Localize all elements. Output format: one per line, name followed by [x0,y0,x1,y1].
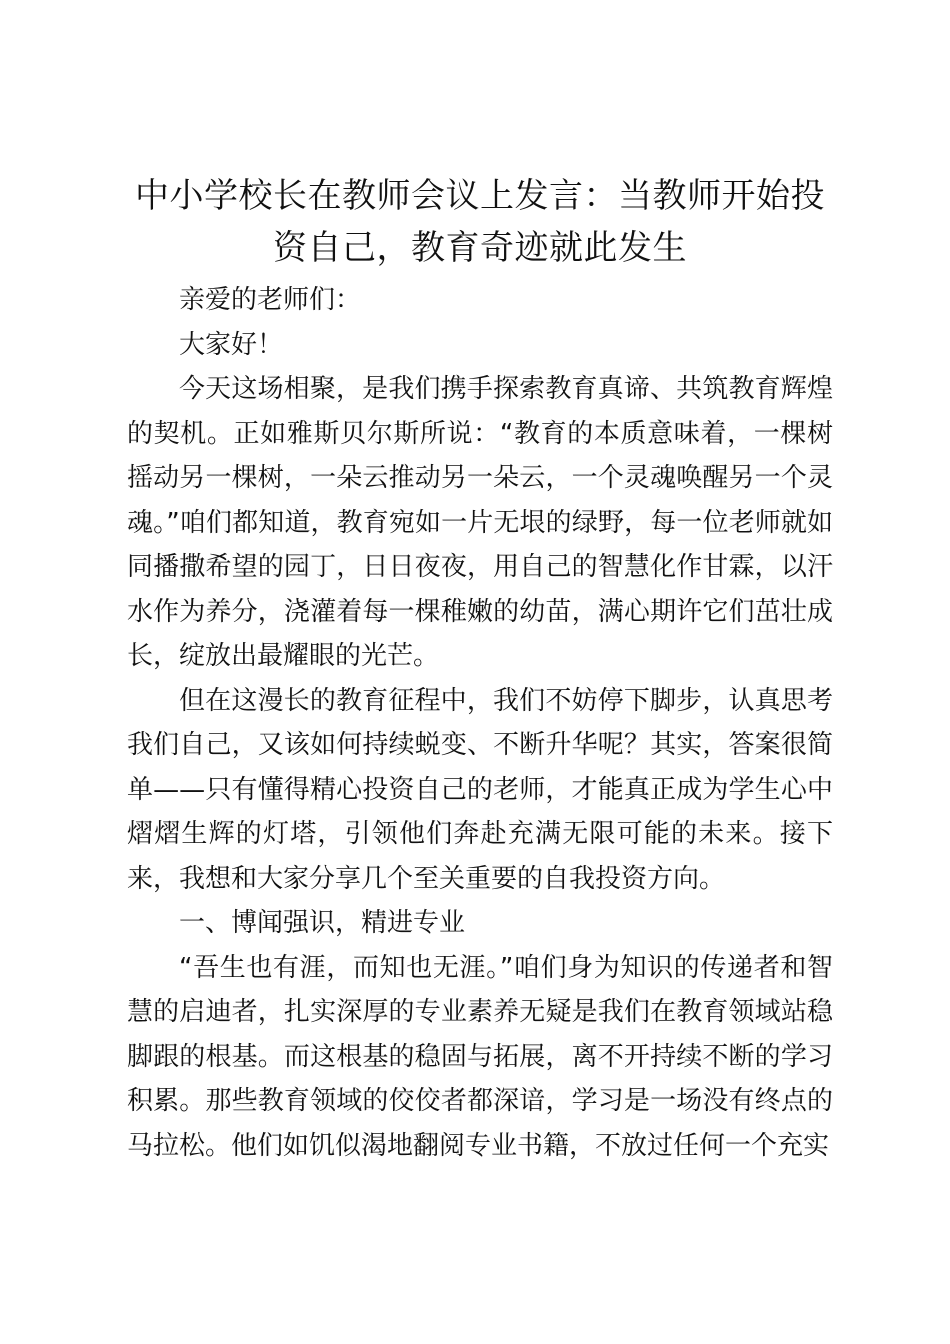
salutation: 大家好！ [179,329,284,360]
paragraph-intro: 今天这场相聚，是我们携手探索教育真谛、共筑教育辉煌的契机。正如雅斯贝尔斯所说：“教育的本质意味着，一棵树摇动另一棵树，一朵云推动另一朵云，一个灵魂唤醒另一个灵魂。”咱们都知道，教育宛如一片无垠的绿野，每一位老师就如同播撒希望的园丁，日日夜夜，用自己的智慧化作甘霖，以汗水作为养分，浇灌着每一棵稚嫩的幼苗，满心期许它们茁壮成长，绽放出最耀眼的光芒。 [127,374,833,671]
greeting: 亲爱的老师们： [179,285,362,315]
section-heading: 一、博闻强识，精进专业 [179,908,466,938]
section-paragraph: “吾生也有涯，而知也无涯。”咱们身为知识的传递者和智慧的启迪者，扎实深厚的专业素养无疑是我们在教育领域站稳脚跟的根基。而这根基的稳固与拓展，离不开持续不断的学习积累。那些教育领域的佼佼者都深谙，学习是一场没有终点的马拉松。他们如饥似渴地翻阅专业书籍，不放过任何一个充实 [127,952,833,1161]
document-title [100,170,860,274]
document-body [127,278,833,1168]
paragraph-reflection: 但在这漫长的教育征程中，我们不妨停下脚步，认真思考我们自己，又该如何持续蜕变、不断升华呢？其实，答案很简单——只有懂得精心投资自己的老师，才能真正成为学生心中熠熠生辉的灯塔，引领他们奔赴充满无限可能的未来。接下来，我想和大家分享几个至关重要的自我投资方向。 [127,685,833,894]
title-line-2: 资自己，教育奇迹就此发生 [273,228,687,268]
title-line-1: 中小学校长在教师会议上发言：当教师开始投 [135,176,825,216]
